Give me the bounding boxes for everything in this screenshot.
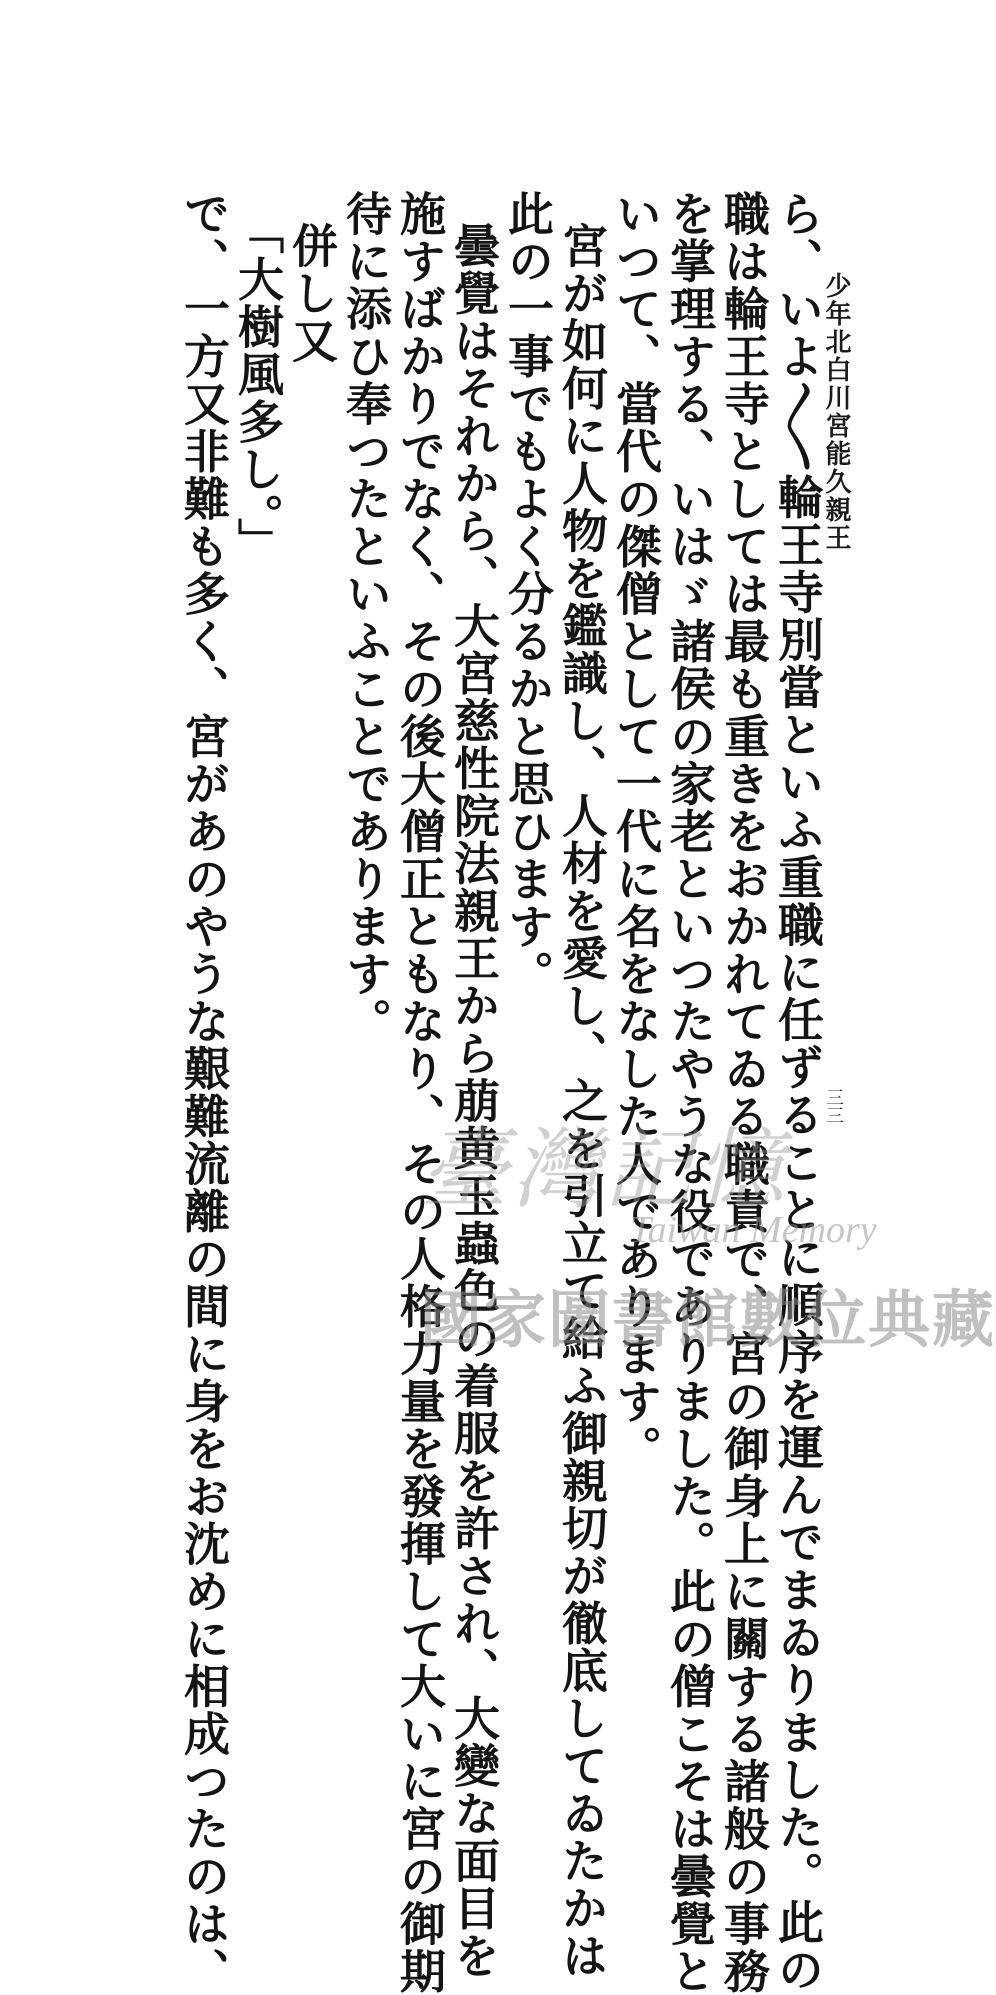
text-column-8: 施すばかりでなく、その後大僧正ともなり、その人格力量を發揮して大いに宮の御期 xyxy=(393,190,447,1995)
page-number: 三三 xyxy=(823,1088,844,1124)
text-column-6: 此の一事でもよく分るかと思ひます。 xyxy=(501,190,555,998)
text-column-9: 待に添ひ奉つたといふことであります。 xyxy=(339,190,393,1045)
running-title: 少年北白川宮能久親王 xyxy=(821,272,851,552)
text-column-2: 職は輪王寺としては最も重きをおかれてゐる職責で、宮の御身上に關する諸般の事務 xyxy=(717,190,771,1995)
text-column-4: いつて、當代の傑僧として一代に名をなした人であります。 xyxy=(609,190,663,1473)
watermark-org-text: 國家圖書館數位典藏 xyxy=(420,1283,996,1356)
watermark-latin-text: Taiwan Memory xyxy=(630,1209,877,1251)
text-column-12: で、一方又非難も多く、宮があのやうな艱難流離の間に身をお沈めに相成つたのは、 xyxy=(177,190,231,1995)
watermark-script-text: 臺灣記憶 xyxy=(420,1118,789,1221)
text-column-5: 宮が如何に人物を鑑識し、人材を愛し、之を引立て給ふ御親切が徹底してゐたかは xyxy=(555,222,609,1980)
text-column-3: を掌理する、いはゞ諸侯の家老といつたやうな役でありました。此の僧こそは曇覺と xyxy=(663,190,717,1995)
text-column-7: 曇覺はそれから、大宮慈性院法親王から萠黄玉蟲色の着服を許され、大變な面目を xyxy=(447,222,501,1980)
text-column-10: 併し又 xyxy=(285,222,339,365)
text-column-11: 「大樹風多し。」 xyxy=(231,208,285,565)
text-column-1: ら、いよ〳〵輪王寺別當といふ重職に任ずることに順序を運んでまゐりました。此の xyxy=(771,190,825,1994)
